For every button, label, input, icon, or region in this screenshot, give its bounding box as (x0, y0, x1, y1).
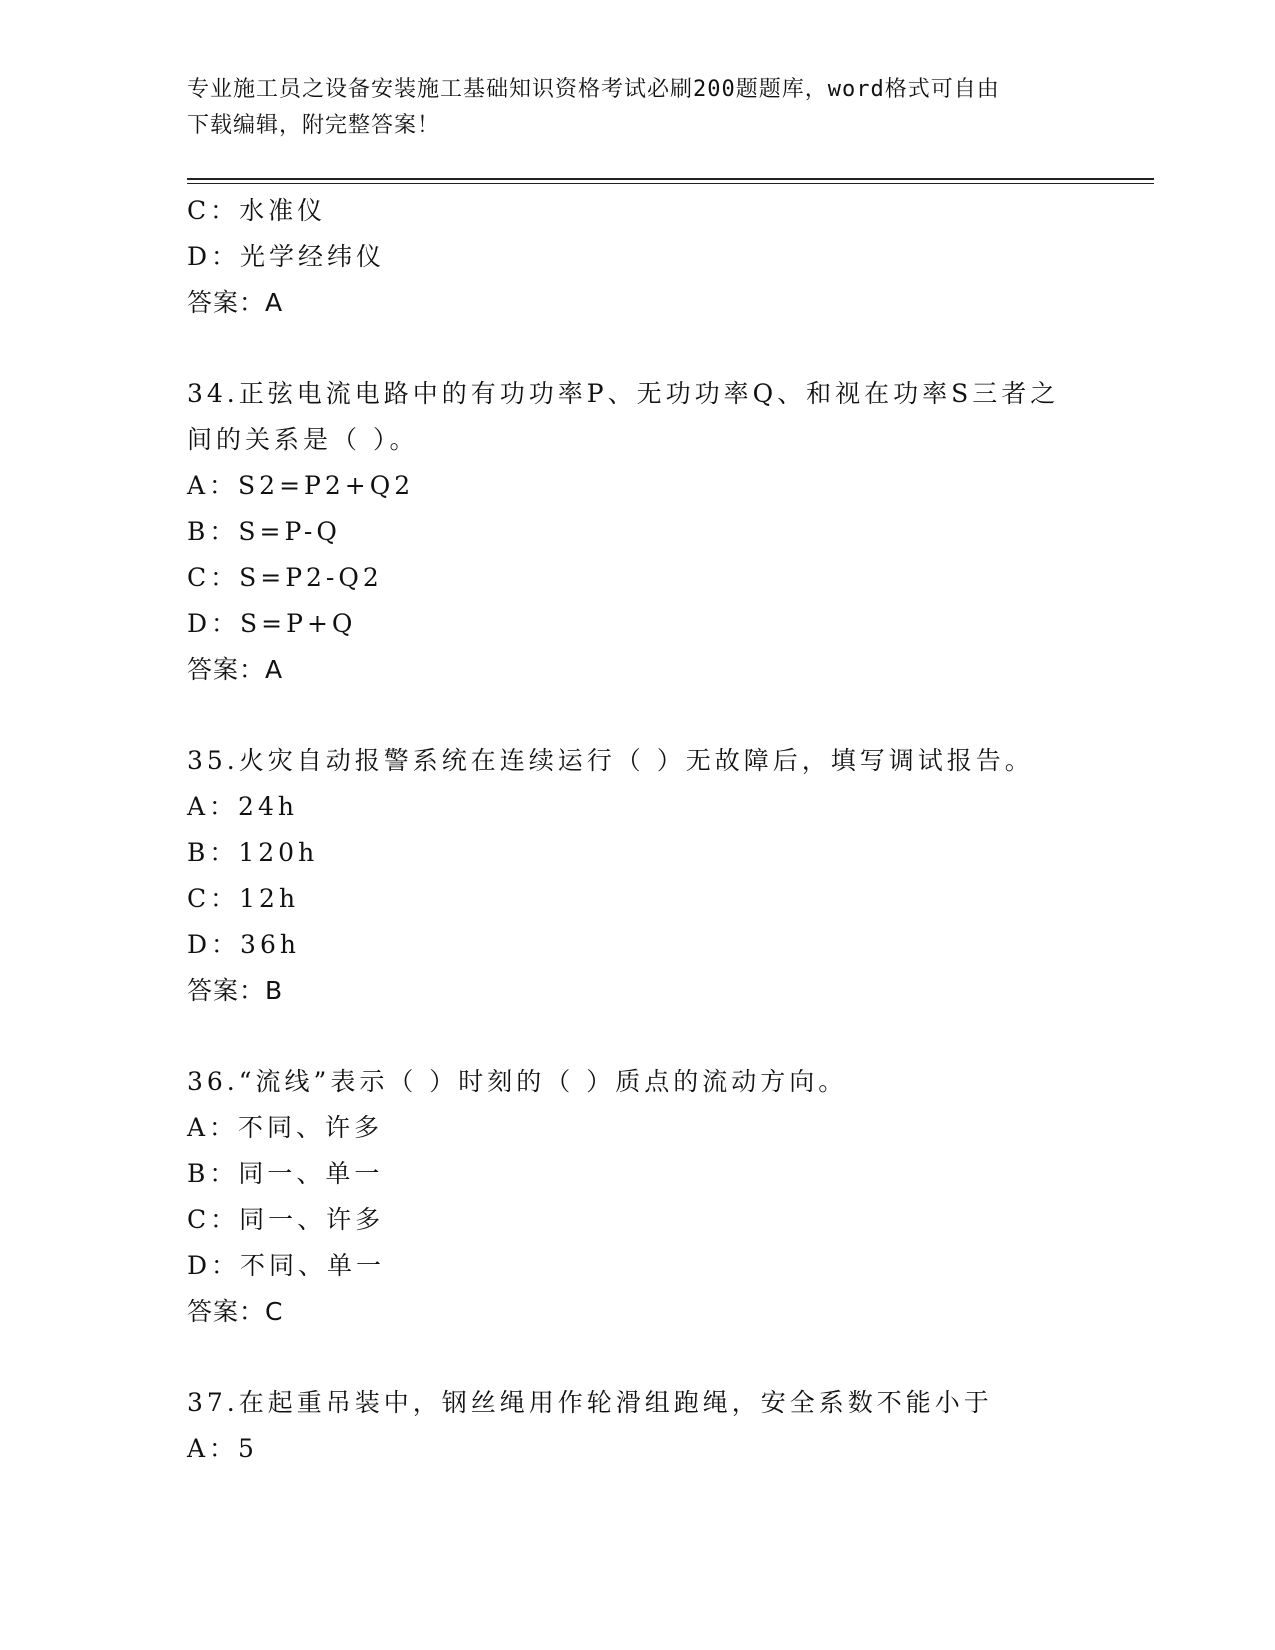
question-34 (187, 371, 1087, 693)
option-b: B：同一、单一 (187, 1159, 384, 1188)
option-d: D：36h (187, 930, 300, 959)
question-stem: 间的关系是（ ）。 (187, 425, 419, 454)
question-36 (187, 1059, 1087, 1335)
option-c: C：S=P2-Q2 (187, 563, 383, 592)
question-stem: 34.正弦电流电路中的有功功率P、无功功率Q、和视在功率S三者之 (187, 379, 1060, 408)
spacer (187, 1014, 1087, 1059)
header-line-2: 下载编辑，附完整答案！ (187, 113, 441, 138)
question-stem: 36.“流线”表示（ ）时刻的（ ）质点的流动方向。 (187, 1067, 848, 1096)
option-a: A：24h (187, 792, 298, 821)
spacer (187, 1335, 1087, 1380)
answer: 答案：B (187, 976, 284, 1005)
spacer (187, 326, 1087, 371)
option-d: D：不同、单一 (187, 1251, 386, 1280)
option-b: B：120h (187, 838, 319, 867)
question-stem: 37.在起重吊装中，钢丝绳用作轮滑组跑绳，安全系数不能小于 (187, 1388, 993, 1417)
question-list (187, 188, 1087, 1472)
header-line-1: 专业施工员之设备安装施工基础知识资格考试必刷200题题库，word格式可自由 (187, 77, 1000, 102)
option-c: C：水准仪 (187, 196, 327, 225)
header-rule-thick (187, 178, 1154, 180)
answer: 答案：C (187, 1297, 284, 1326)
document-header (187, 72, 1087, 144)
header-rule-thin (187, 183, 1154, 184)
answer: 答案：A (187, 288, 284, 317)
option-d: D：光学经纬仪 (187, 242, 386, 271)
question-stem: 35.火灾自动报警系统在连续运行（ ）无故障后，填写调试报告。 (187, 746, 1034, 775)
option-d: D：S=P+Q (187, 609, 357, 638)
question-37 (187, 1380, 1087, 1472)
previous-question-tail (187, 188, 1087, 326)
option-c: C：12h (187, 884, 300, 913)
option-a: A：S2=P2+Q2 (187, 471, 415, 500)
question-35 (187, 738, 1087, 1014)
option-c: C：同一、许多 (187, 1205, 385, 1234)
option-a: A：5 (187, 1434, 258, 1463)
option-a: A：不同、许多 (187, 1113, 384, 1142)
spacer (187, 693, 1087, 738)
option-b: B：S=P-Q (187, 517, 341, 546)
answer: 答案：A (187, 655, 284, 684)
